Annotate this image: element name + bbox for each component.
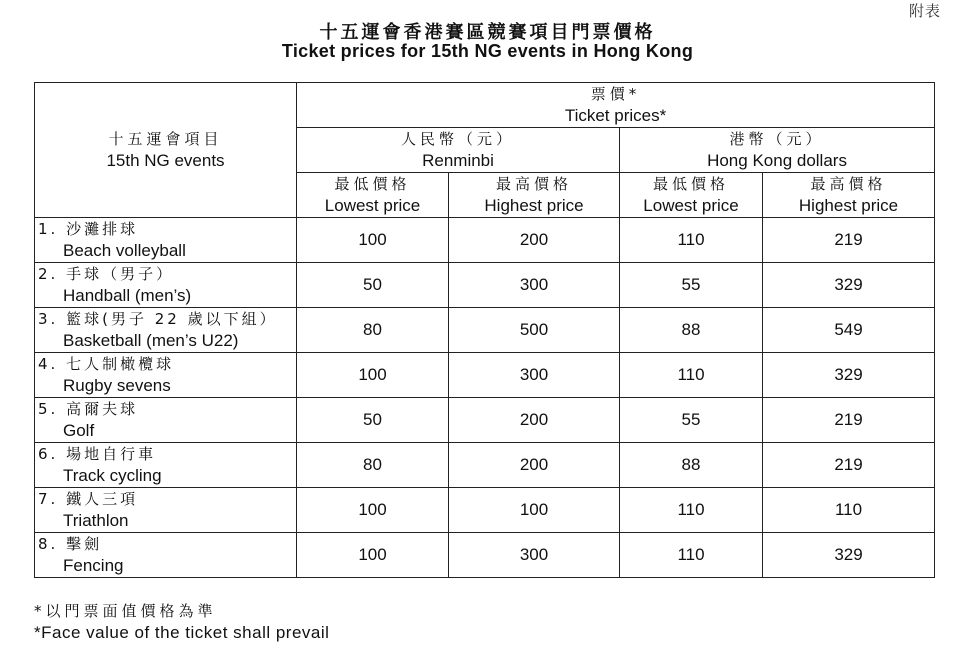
- hkd-highest-header-zh: 最高價格: [810, 175, 887, 193]
- hkd-highest-price: 329: [763, 353, 935, 398]
- events-header: [35, 83, 297, 218]
- rmb-lowest-price: 50: [297, 263, 449, 308]
- hkd-lowest-price: 55: [620, 263, 763, 308]
- rmb-lowest-header: [297, 173, 449, 218]
- rmb-lowest-price: 80: [297, 308, 449, 353]
- rmb-header-zh: 人民幣（元）: [400, 130, 515, 148]
- hkd-lowest-price: 88: [620, 443, 763, 488]
- event-name-zh: 5. 高爾夫球: [38, 400, 139, 418]
- ticket-prices-header-en: Ticket prices*: [564, 106, 667, 125]
- hkd-highest-header-en: Highest price: [798, 196, 899, 215]
- table-row: [35, 263, 935, 308]
- ticket-prices-header-zh: 票價*: [590, 85, 641, 103]
- event-cell: [35, 218, 297, 263]
- event-name-zh: 7. 鐵人三項: [38, 490, 139, 508]
- rmb-highest-price: 300: [449, 353, 620, 398]
- rmb-highest-header-en: Highest price: [484, 196, 584, 215]
- event-cell: [35, 263, 297, 308]
- events-header-zh: 十五運會項目: [108, 130, 223, 148]
- rmb-highest-price: 200: [449, 218, 620, 263]
- event-cell: [35, 398, 297, 443]
- page-title-chinese: 十五運會香港賽區競賽項目門票價格: [319, 22, 656, 43]
- event-cell: [35, 443, 297, 488]
- annex-label: 附表: [908, 3, 941, 20]
- rmb-lowest-price: 100: [297, 218, 449, 263]
- event-name-en: Basketball (men’s U22): [63, 331, 239, 350]
- hkd-header: [620, 128, 935, 173]
- event-name-en: Fencing: [63, 556, 124, 575]
- event-name-zh: 8. 擊劍: [38, 535, 103, 553]
- rmb-lowest-price: 80: [297, 443, 449, 488]
- hkd-lowest-header-en: Lowest price: [643, 196, 739, 215]
- hkd-lowest-header: [620, 173, 763, 218]
- event-name-en: Track cycling: [63, 466, 162, 485]
- footnote-chinese: *以門票面值價格為準: [34, 602, 217, 620]
- table-row: [35, 353, 935, 398]
- rmb-lowest-price: 100: [297, 488, 449, 533]
- hkd-lowest-price: 110: [620, 488, 763, 533]
- event-name-zh: 2. 手球（男子）: [38, 265, 175, 283]
- hkd-lowest-price: 110: [620, 218, 763, 263]
- table-row: [35, 398, 935, 443]
- rmb-highest-price: 200: [449, 443, 620, 488]
- footnote-english: *Face value of the ticket shall prevail: [34, 623, 330, 642]
- rmb-lowest-price: 50: [297, 398, 449, 443]
- hkd-lowest-price: 88: [620, 308, 763, 353]
- hkd-highest-price: 110: [763, 488, 935, 533]
- event-name-zh: 4. 七人制橄欖球: [38, 355, 175, 373]
- event-name-zh: 3. 籃球(男子 22 歲以下組）: [38, 310, 278, 328]
- event-name-en: Golf: [63, 421, 95, 440]
- hkd-highest-price: 329: [763, 533, 935, 578]
- hkd-lowest-price: 110: [620, 353, 763, 398]
- rmb-lowest-header-en: Lowest price: [324, 196, 421, 215]
- hkd-highest-price: 329: [763, 263, 935, 308]
- hkd-highest-price: 219: [763, 398, 935, 443]
- table-row: [35, 488, 935, 533]
- hkd-lowest-price: 110: [620, 533, 763, 578]
- hkd-header-en: Hong Kong dollars: [707, 151, 847, 170]
- event-name-en: Handball (men’s): [63, 286, 192, 305]
- ticket-price-table: [34, 82, 935, 578]
- hkd-header-zh: 港幣（元）: [729, 130, 825, 148]
- rmb-highest-price: 200: [449, 398, 620, 443]
- table-row: [35, 443, 935, 488]
- rmb-highest-price: 300: [449, 263, 620, 308]
- event-name-en: Triathlon: [63, 511, 129, 530]
- rmb-lowest-price: 100: [297, 533, 449, 578]
- event-name-en: Beach volleyball: [63, 241, 186, 260]
- rmb-header: [297, 128, 620, 173]
- events-header-en: 15th NG events: [106, 151, 225, 170]
- hkd-highest-price: 219: [763, 218, 935, 263]
- hkd-highest-price: 549: [763, 308, 935, 353]
- event-cell: [35, 353, 297, 398]
- rmb-highest-header-zh: 最高價格: [495, 175, 572, 193]
- event-name-en: Rugby sevens: [63, 376, 171, 395]
- rmb-lowest-header-zh: 最低價格: [334, 175, 411, 193]
- hkd-highest-price: 219: [763, 443, 935, 488]
- rmb-highest-header: [449, 173, 620, 218]
- table-row: [35, 533, 935, 578]
- event-cell: [35, 308, 297, 353]
- event-name-zh: 1. 沙灘排球: [38, 220, 139, 238]
- table-row: [35, 308, 935, 353]
- event-cell: [35, 488, 297, 533]
- rmb-lowest-price: 100: [297, 353, 449, 398]
- rmb-highest-price: 100: [449, 488, 620, 533]
- hkd-lowest-price: 55: [620, 398, 763, 443]
- rmb-highest-price: 500: [449, 308, 620, 353]
- rmb-header-en: Renminbi: [422, 151, 494, 170]
- event-name-zh: 6. 場地自行車: [38, 445, 157, 463]
- page-title-english: Ticket prices for 15th NG events in Hong Kong: [281, 41, 694, 61]
- hkd-lowest-header-zh: 最低價格: [652, 175, 729, 193]
- event-cell: [35, 533, 297, 578]
- table-row: [35, 218, 935, 263]
- hkd-highest-header: [763, 173, 935, 218]
- rmb-highest-price: 300: [449, 533, 620, 578]
- ticket-prices-header: [297, 83, 935, 128]
